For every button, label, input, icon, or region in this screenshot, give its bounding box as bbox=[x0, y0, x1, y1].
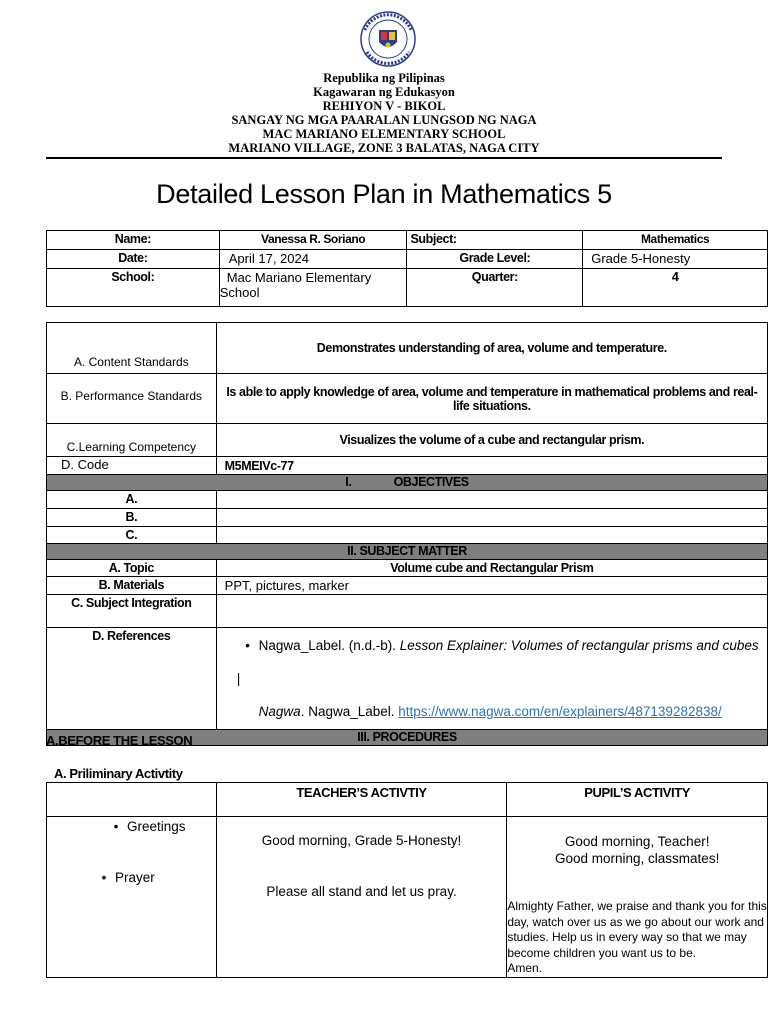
objectives-bar bbox=[47, 475, 768, 491]
info-table bbox=[46, 230, 768, 307]
header-line: Kagawaran ng Edukasyon bbox=[313, 85, 455, 99]
lesson-plan-table bbox=[46, 322, 768, 746]
before-lesson-heading: A.BEFORE THE LESSON bbox=[46, 733, 193, 748]
document-title: Detailed Lesson Plan in Mathematics 5 bbox=[156, 179, 612, 209]
step-greetings bbox=[105, 819, 186, 834]
topic-label: A. Topic bbox=[47, 560, 217, 577]
header-line: MAC MARIANO ELEMENTARY SCHOOL bbox=[262, 127, 506, 141]
pupil-prayer-line: Amen. bbox=[507, 961, 543, 975]
step-label: Greetings bbox=[127, 819, 186, 834]
deped-seal-icon bbox=[357, 10, 419, 68]
bullet-icon: • bbox=[101, 870, 107, 885]
header-line: REHIYON V - BIKOL bbox=[322, 99, 446, 113]
performance-standards-label: B. Performance Standards bbox=[47, 374, 217, 424]
references-value bbox=[216, 628, 767, 730]
objective-label: A. bbox=[47, 491, 217, 509]
pupil-prayer-line: day, watch over us as we go about our work and bbox=[507, 914, 764, 929]
objectives-heading-text: OBJECTIVES bbox=[393, 475, 469, 489]
objective-value bbox=[216, 509, 767, 527]
procedures-heading: III. PROCEDURES bbox=[47, 730, 768, 746]
subject-value: Mathematics bbox=[583, 231, 768, 250]
content-standards-value: Demonstrates understanding of area, volume and temperature. bbox=[216, 323, 767, 374]
date-label: Date: bbox=[47, 250, 220, 269]
header-line: MARIANO VILLAGE, ZONE 3 BALATAS, NAGA CITY bbox=[228, 141, 540, 155]
content-standards-label: A. Content Standards bbox=[47, 323, 217, 374]
pupil-prayer-line: Almighty Father, we praise and thank you for this bbox=[507, 899, 767, 913]
code-label: D. Code bbox=[47, 457, 217, 475]
integration-label: C. Subject Integration bbox=[47, 595, 217, 628]
pupil-activity-cell bbox=[507, 817, 768, 978]
subject-label: Subject: bbox=[407, 231, 583, 250]
header-divider bbox=[46, 157, 722, 159]
objective-label: B. bbox=[47, 509, 217, 527]
teacher-activity-header: TEACHER’S ACTIVTIY bbox=[216, 783, 507, 817]
pupil-activity-header: PUPIL’S ACTIVITY bbox=[507, 783, 768, 817]
header-line: SANGAY NG MGA PAARALAN LUNGSOD NG NAGA bbox=[231, 113, 537, 127]
pupil-greeting-line: Good morning, Teacher! bbox=[564, 834, 710, 849]
materials-label: B. Materials bbox=[47, 577, 217, 595]
activity-steps-cell bbox=[47, 817, 217, 978]
objectives-heading-num: I. bbox=[345, 475, 352, 489]
step-label: Prayer bbox=[115, 870, 155, 885]
competency-value: Visualizes the volume of a cube and rectangular prism. bbox=[216, 424, 767, 457]
competency-label: C.Learning Competency bbox=[47, 424, 217, 457]
bullet-icon: • bbox=[113, 819, 119, 834]
objectives-heading bbox=[47, 475, 768, 491]
teacher-prayer: Please all stand and let us pray. bbox=[266, 884, 457, 899]
name-label: Name: bbox=[47, 231, 220, 250]
pupil-prayer bbox=[507, 899, 767, 977]
subject-matter-heading: II. SUBJECT MATTER bbox=[47, 544, 768, 560]
quarter-label: Quarter: bbox=[407, 269, 583, 307]
activity-header-blank bbox=[47, 783, 217, 817]
subject-matter-bar bbox=[47, 544, 768, 560]
step-prayer bbox=[93, 870, 155, 885]
grade-value: Grade 5-Honesty bbox=[583, 250, 768, 269]
ref-text: Nagwa_Label. (n.d.-b). bbox=[258, 638, 400, 653]
teacher-greeting: Good morning, Grade 5-Honesty! bbox=[261, 833, 462, 848]
objective-value bbox=[216, 527, 767, 544]
school-header bbox=[46, 71, 722, 155]
name-value: Vanessa R. Soriano bbox=[219, 231, 407, 250]
bullet-icon: • bbox=[245, 638, 251, 653]
integration-value bbox=[216, 595, 767, 628]
pupil-prayer-line: become children you want us to be. bbox=[507, 945, 697, 960]
date-value: April 17, 2024 bbox=[219, 250, 407, 269]
grade-label: Grade Level: bbox=[407, 250, 583, 269]
quarter-value: 4 bbox=[583, 269, 768, 307]
preliminary-heading: A. Priliminary Activtity bbox=[54, 766, 183, 781]
activity-table bbox=[46, 782, 768, 978]
performance-standards-value: Is able to apply knowledge of area, volume and temperature in mathematical problems and real-life situations. bbox=[216, 374, 767, 424]
teacher-activity-cell bbox=[216, 817, 507, 978]
topic-value: Volume cube and Rectangular Prism bbox=[216, 560, 767, 577]
code-value: M5MEIVc-77 bbox=[216, 457, 767, 475]
pupil-prayer-line: studies. Help us in every way so that we may bbox=[507, 930, 747, 944]
pupil-greeting bbox=[507, 833, 767, 867]
materials-value: PPT, pictures, marker bbox=[216, 577, 767, 595]
ref-title: Lesson Explainer: Volumes of rectangular prisms and cubes | bbox=[236, 638, 759, 686]
reference-link[interactable]: https://www.nagwa.com/en/explainers/487139282838/ bbox=[398, 704, 722, 719]
header-line: Republika ng Pilipinas bbox=[323, 71, 445, 85]
pupil-greeting-line: Good morning, classmates! bbox=[555, 851, 720, 866]
school-value bbox=[219, 269, 407, 307]
ref-publisher: Nagwa bbox=[258, 704, 301, 719]
ref-text: . Nagwa_Label. bbox=[300, 704, 399, 719]
school-value-line1: Mac Mariano Elementary bbox=[226, 270, 372, 285]
school-value-line2: School bbox=[219, 285, 260, 300]
school-label: School: bbox=[47, 269, 220, 307]
objective-value bbox=[216, 491, 767, 509]
objective-label: C. bbox=[47, 527, 217, 544]
references-label: D. References bbox=[47, 628, 217, 730]
